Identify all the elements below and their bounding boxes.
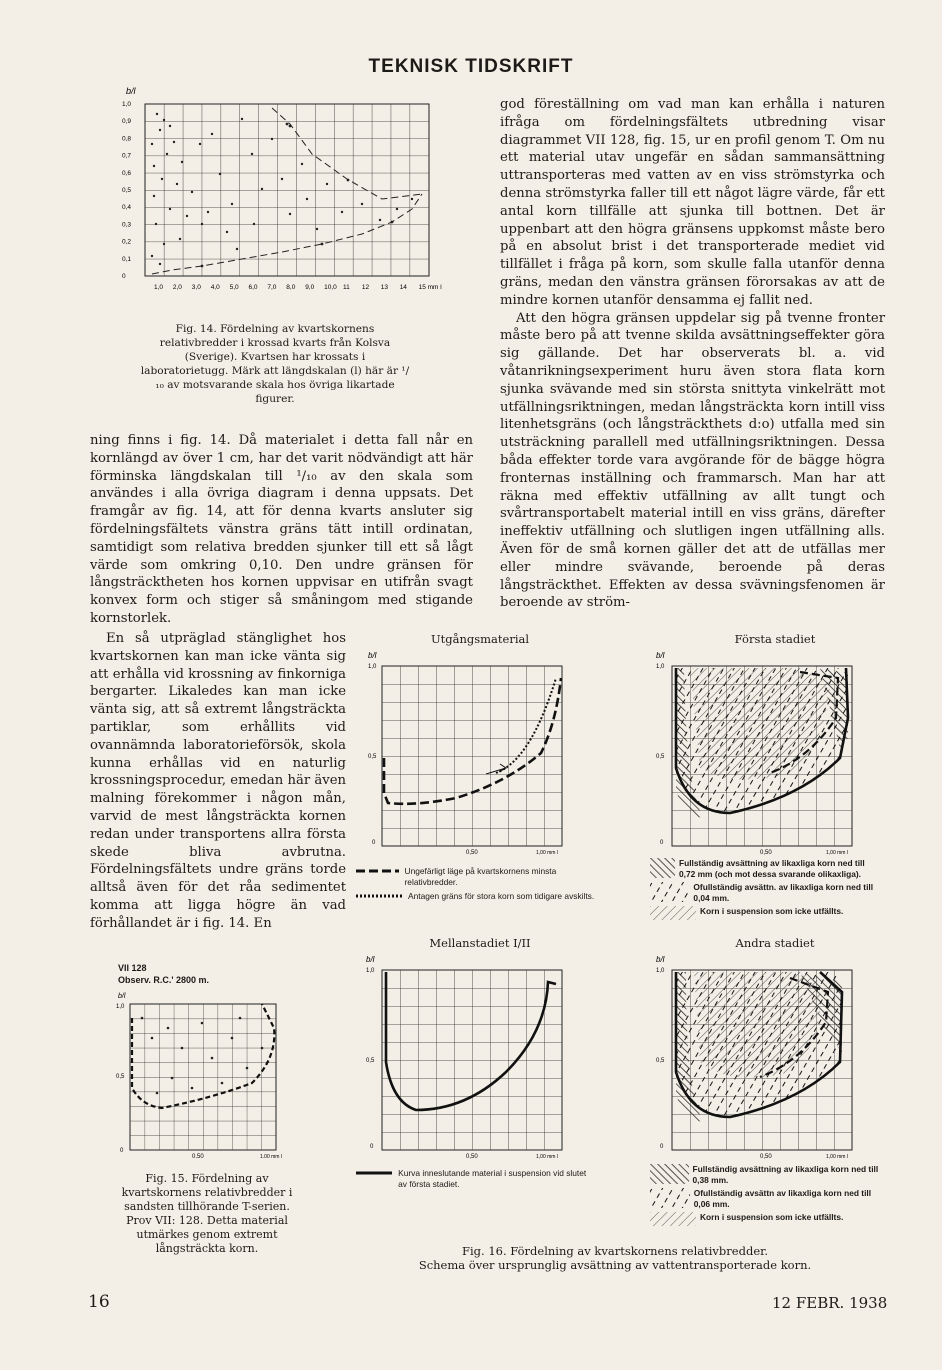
fig15-labels	[118, 962, 209, 986]
fig14-xtick: 15 mm l	[418, 284, 442, 291]
fig15-x100: 1,00 mm l	[260, 1154, 282, 1158]
fig16d-legend	[650, 1164, 880, 1226]
fig15-y05: 0,5	[116, 1074, 125, 1080]
fig16a-y05: 0,5	[368, 754, 377, 760]
left-paragraph-1: ning finns i fig. 14. Då materialet i detta fall når en kornlängd av över 1 cm, har det varit nödvändigt att här förminska längdskalan till ¹/₁₀ av den skala som användes i alla övriga diagram i denna uppsats. Det framgår av fig. 14, att för denna kvarts ansluter sig fördelningsfältets vänstra gräns tätt intill ordinatan, samtidigt som relativa bredden sjunker till ett så lågt värde som omkring 0,10. Den undre gränsen för långsträcktheten hos kornen uppvisar en utifrån svagt konvex form och stiger så småningom med stigande kornstorlek.	[90, 433, 473, 626]
fig16d-legend-1: Fullständig avsättning av likaxliga korn ned till 0,38 mm.	[650, 1164, 880, 1185]
fig14-ytick: 0,2	[122, 238, 132, 246]
left-column	[90, 432, 473, 628]
sparse-hatch-icon	[650, 1188, 690, 1208]
fig14-xtick: 5,0	[229, 284, 239, 291]
fig14-xtick: 14	[399, 284, 407, 291]
fig14-ytick: 0,3	[122, 221, 132, 229]
fig16d-legend-2: Ofullständig avsättn av likaxliga korn ned till 0,06 mm.	[650, 1188, 880, 1209]
dense-hatch-icon	[650, 1164, 689, 1184]
solid-line-icon	[356, 1168, 392, 1178]
fig14-xtick: 11	[343, 284, 350, 291]
fig16a-x050: 0,50	[466, 850, 478, 856]
fig16b-legend-2: Ofullständig avsättn. av likaxliga korn ned till 0,04 mm.	[650, 882, 880, 903]
fig14-xtick: 1,0	[154, 284, 164, 291]
fig15-zero: 0	[120, 1148, 124, 1154]
fig16c-y05: 0,5	[366, 1058, 375, 1064]
fig16a-legend-1: Ungefärligt läge på kvartskornens minsta relativbredder.	[356, 866, 596, 887]
fig16b-y05: 0,5	[656, 754, 665, 760]
fig14-xtick: 13	[380, 284, 389, 291]
left-paragraph-2: En så utpräglad stänglighet hos kvartskornen kan man icke vänta sig att erhålla vid krossning av finkorniga bergarter. Likaledes kan man icke vänta sig, att så extremt långsträckta partiklar, som erhållits vid ovannämnda laboratorieförsök, skola kunna erhållas vid en naturlig krossningsprocedur, emedan här även malning förekommer i någon mån, varvid de mest långsträckta kornen redan under transportens allra första skede bliva avbrutna. Fördelningsfältets undre gräns torde alltså även för det råa sedimentet komma att ligga högre än vad förhållandet är i fig. 14. En	[90, 631, 346, 931]
fig16a-zero: 0	[372, 840, 376, 846]
fig16d-x100: 1,00 mm l	[826, 1154, 848, 1160]
fig14-ytick: 0	[122, 273, 126, 280]
fig15-y10: 1,0	[116, 1004, 125, 1010]
dotted-line-icon	[356, 891, 402, 901]
fig15-chart	[112, 988, 302, 1158]
fig16b-legend-3: Korn i suspension som icke utfällts.	[650, 906, 880, 920]
fine-hatch-icon	[650, 1212, 696, 1226]
fig14-xtick: 12	[361, 284, 370, 291]
journal-header: TEKNISK TIDSKRIFT	[368, 56, 574, 77]
fig16c-title: Mellanstadiet I/II	[429, 936, 531, 950]
right-paragraph-1: god föreställning om vad man kan erhålla i naturen ifråga om fördelningsfältets utbredning visar diagrammet VII 128, fig. 15, ur en profil genom T. Om nu ett material utav ungefär en sådan sammansättning uttransporteras med vatten av en viss strömstyrka och denna strömstyrka faller till ett något lägre värde, får ett antal korn tillfälle att sjunka till bottnen. Det är uppenbart att den högra gränsens uppkomst måste bero på en absolut brist i det transporterade mediet vid tillfället i fråga på korn, som skulle falla utanför denna gräns, medan den vänstra gränsen förorsakas av att de mindre kornen utanför densamma ej fallit ned.	[500, 97, 885, 308]
fig14-xtick: 4,0	[210, 284, 220, 291]
fig16c-chart	[356, 952, 578, 1162]
fig16-caption	[380, 1244, 850, 1272]
fig16-caption-line-1: Fig. 16. Fördelning av kvartskornens relativbredder.	[461, 1244, 769, 1258]
fig16b-ylabel: b/l	[656, 651, 665, 660]
fig16c-x050: 0,50	[466, 1154, 478, 1160]
fig16b-legend-1: Fullständig avsättning av likaxliga korn ned till 0,72 mm (och mot dessa svarande olikaxliga).	[650, 858, 880, 879]
fig15-label-1: VII 128	[118, 963, 147, 973]
right-paragraph-2: Att den högra gränsen uppdelar sig på tvenne fronter måste bero på att tvenne skilda avsättningseffekter göra sig gällande. Det har observerats bl. a. vid våtanrikningsexperiment huru även stora flata korn sjunka svävande med sin största snittyta vinkelrätt mot utfällningsriktningen, medan långsträckta korn intill viss litenhetsgräns (och långsträckthets d:o) utfalla med sin utsträckning parallell med utfällningsriktningen. Dessa båda effekter torde vara avgörande för de bägge högra fronternas inställning och frammarsch. Man har att räkna med effektiv utfällning av allt tungt och svårtransportabelt material intill en viss gräns, därefter ineffektiv utfällning och slutligen ingen utfällning alls. Även för de små kornen gäller det att de utfällas mer eller mindre svävande, beroende på deras långsträckthet. Effekten av dessa svävningsfenomen är beroende av ström-	[500, 310, 885, 611]
fig16b-zero: 0	[660, 840, 664, 846]
fig16a-ylabel: b/l	[368, 651, 377, 660]
fig15-caption: Fig. 15. Fördelning av kvartskornens relativbredder i sandsten tillhörande T-serien. Prov VII: 128. Detta material utmärkes genom extremt långsträckta korn.	[121, 1172, 293, 1255]
dashed-line-icon	[356, 866, 399, 876]
fig16d-y10: 1,0	[656, 968, 665, 974]
fig16-caption-line-2: Schema över ursprunglig avsättning av vattentransporterade korn.	[418, 1258, 812, 1272]
left-column-p2	[90, 630, 346, 933]
fig16c-y10: 1,0	[366, 968, 375, 974]
fig16c-legend: Kurva inneslutande material i suspension vid slutet av första stadiet.	[356, 1168, 596, 1189]
fig16c-grid	[382, 970, 562, 1150]
fig15-grid	[130, 1004, 276, 1150]
fig14-chart	[112, 84, 462, 316]
fig16c-ylabel: b/l	[366, 955, 375, 964]
fig16d-y05: 0,5	[656, 1058, 665, 1064]
fig14-xtick: 9,0	[305, 284, 315, 291]
fig14-ylabel: b/l	[126, 86, 136, 96]
right-column	[500, 96, 885, 612]
fig14-caption: Fig. 14. Fördelning av kvartskornens relativbredder i krossad kvarts från Kolsva (Sverige). Kvartsen har krossats i laboratorietugg. Märk att längdskalan (l) här är ¹/₁₀ av motsvarande skala hos övriga likartade figurer.	[140, 323, 410, 405]
fig14-grid	[145, 104, 429, 276]
fig16d-title: Andra stadiet	[735, 936, 815, 950]
fig14-xtick: 2,0	[172, 284, 182, 291]
fig14-ytick: 0,4	[122, 204, 132, 212]
fig15-label-2: Observ. R.C.' 2800 m.	[118, 975, 210, 985]
fig14-ytick: 0,8	[122, 135, 132, 143]
fig16b-chart	[650, 648, 865, 858]
fig16b-x050: 0,50	[760, 850, 772, 856]
fig16a-y10: 1,0	[368, 664, 377, 670]
fig14-ytick: 0,9	[122, 118, 132, 126]
sparse-hatch-icon	[650, 882, 689, 902]
fig16a-legend	[356, 866, 596, 902]
fig16d-chart	[650, 952, 865, 1162]
fig16d-x050: 0,50	[760, 1154, 772, 1160]
fig14-ytick: 0,5	[122, 187, 132, 194]
fig15-x050: 0,50	[192, 1154, 204, 1158]
fig14-ytick: 0,1	[122, 255, 132, 263]
fig16a-legend-2: Antagen gräns för stora korn som tidigare avskilts.	[356, 891, 596, 902]
fig16b-y10: 1,0	[656, 664, 665, 670]
fig16b-title: Första stadiet	[734, 632, 816, 646]
fig16b-legend	[650, 858, 880, 920]
fig14-xtick: 10,0	[324, 284, 337, 291]
fig16b-x100: 1,00 mm l	[826, 850, 848, 856]
fig14-y-ticks	[122, 101, 131, 280]
fig16c-x100: 1,00 mm l	[536, 1154, 558, 1160]
fig16a-grid	[382, 666, 562, 846]
page-number: 16	[88, 1292, 110, 1312]
fig15-ylabel: b/l	[118, 993, 126, 1000]
fig16a-title: Utgångsmaterial	[430, 632, 530, 646]
dense-hatch-icon	[650, 858, 675, 878]
fig14-ytick: 1,0	[122, 101, 132, 108]
fig14-xtick: 7,0	[267, 284, 277, 291]
fig14-ytick: 0,7	[122, 152, 132, 160]
fig16d-zero: 0	[660, 1144, 664, 1150]
fig14-xtick: 8,0	[286, 284, 296, 291]
fig16c-zero: 0	[370, 1144, 374, 1150]
fig14-xtick: 6,0	[248, 284, 258, 291]
fig16a-x100: 1,00 mm l	[536, 850, 558, 856]
fig16a-chart	[356, 648, 578, 858]
fine-hatch-icon	[650, 906, 696, 920]
issue-date: 12 FEBR. 1938	[772, 1294, 888, 1312]
fig16d-ylabel: b/l	[656, 955, 665, 964]
fig14-ytick: 0,6	[122, 169, 132, 177]
fig16d-legend-3: Korn i suspension som icke utfällts.	[650, 1212, 880, 1226]
fig14-x-ticks	[154, 284, 442, 291]
fig14-xtick: 3,0	[191, 284, 201, 291]
